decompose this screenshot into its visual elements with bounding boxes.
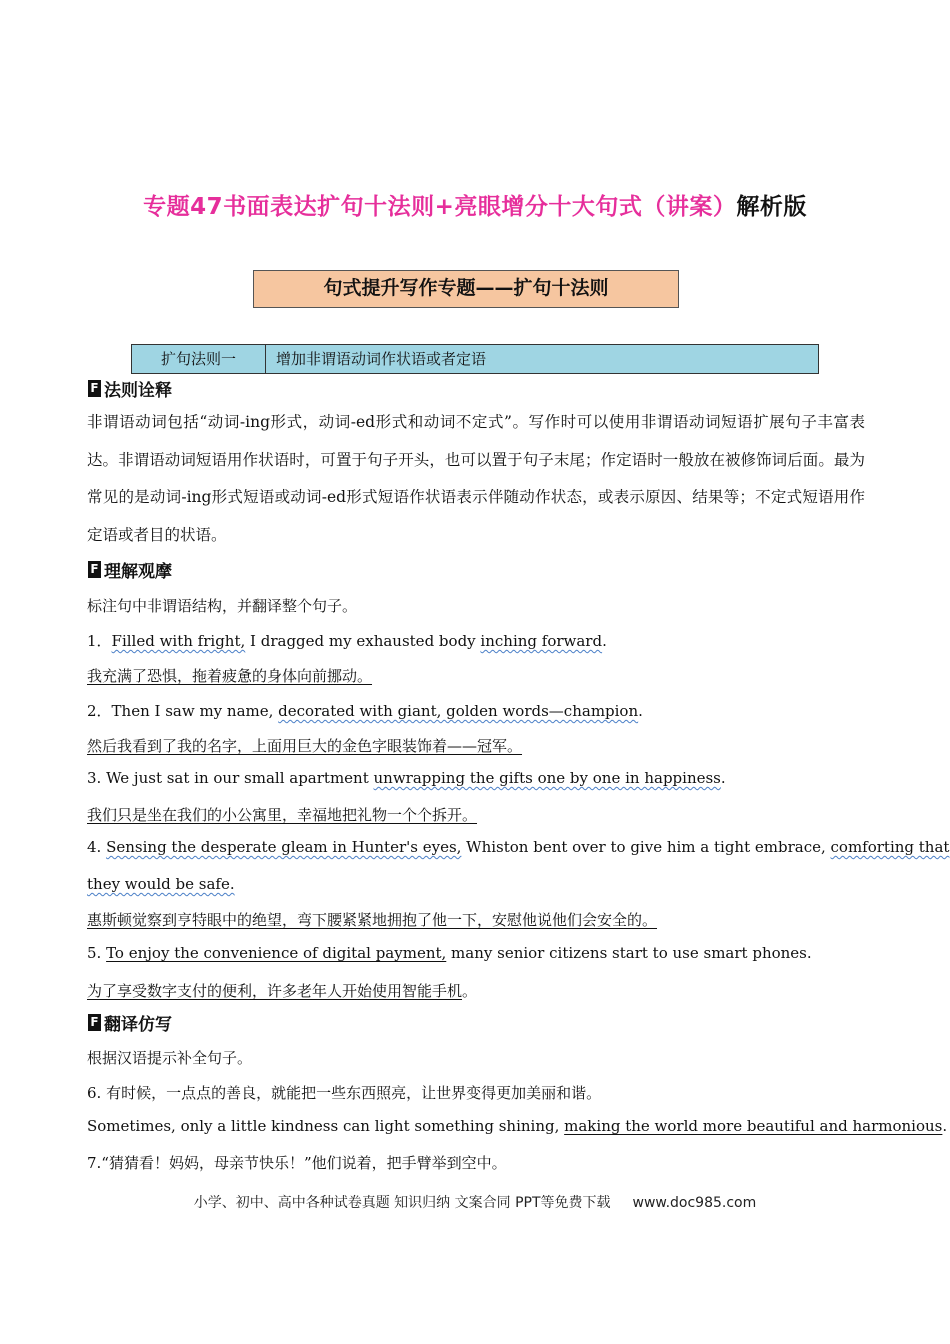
page-footer bbox=[0, 1192, 950, 1212]
f-icon: F bbox=[88, 1014, 101, 1031]
question-7: 7.“猜猜看！妈妈，母亲节快乐！”他们说着，把手臂举到空中。 bbox=[87, 1154, 507, 1172]
example-2: 2．Then I saw my name, decorated with giant, golden words—champion. bbox=[87, 702, 643, 720]
document-title bbox=[0, 188, 950, 221]
example-3: 3. We just sat in our small apartment unwrapping the gifts one by one in happiness. bbox=[87, 769, 726, 787]
f-icon: F bbox=[88, 561, 101, 578]
title-main: 专题47书面表达扩句十法则+亮眼增分十大句式（讲案） bbox=[143, 194, 737, 220]
example-4: 4. Sensing the desperate gleam in Hunter's eyes, Whiston bent over to give him a tight embrace, comforting that bbox=[87, 838, 950, 856]
topic-banner: 句式提升写作专题——扩句十法则 bbox=[253, 270, 679, 308]
example-5: 5. To enjoy the convenience of digital payment, many senior citizens start to use smart phones. bbox=[87, 944, 812, 962]
footer-site-link[interactable]: www.doc985.com bbox=[632, 1195, 757, 1211]
explain-paragraph: 非谓语动词包括“动词-ing形式，动词-ed形式和动词不定式”。写作时可以使用非谓语动词短语扩展句子丰富表达。非谓语动词短语用作状语时，可置于句子开头，也可以置于句子末尾；作定语时一般放在被修饰词后面。最为常见的是动词-ing形式短语或动词-ed形式短语作状语表示伴随动作状态，或表示原因、结果等；不定式短语用作定语或者目的状语。 bbox=[87, 413, 865, 544]
question-6: 6. 有时候，一点点的善良，就能把一些东西照亮，让世界变得更加美丽和谐。 bbox=[87, 1084, 602, 1102]
footer-text: 小学、初中、高中各种试卷真题 知识归纳 文案合同 PPT等免费下载 bbox=[193, 1195, 611, 1211]
section-heading-observe: F 理解观摩 bbox=[88, 557, 172, 581]
example-5-translation: 为了享受数字支付的便利，许多老年人开始使用智能手机。 bbox=[87, 982, 478, 1000]
section-heading-translate: F 翻译仿写 bbox=[88, 1010, 172, 1034]
rule-box bbox=[131, 344, 819, 374]
example-2-translation: 然后我看到了我的名字，上面用巨大的金色字眼装饰着——冠军。 bbox=[87, 737, 523, 755]
title-suffix: 解析版 bbox=[736, 194, 807, 220]
example-1: 1．Filled with fright, I dragged my exhausted body inching forward. bbox=[87, 632, 607, 650]
rule-label: 扩句法则一 bbox=[132, 345, 266, 373]
instruction: 标注句中非谓语结构，并翻译整个句子。 bbox=[87, 597, 358, 615]
answer-6: Sometimes, only a little kindness can light something shining, making the world more beautiful and harmonious. bbox=[87, 1117, 948, 1135]
rule-text: 增加非谓语动词作状语或者定语 bbox=[276, 350, 487, 368]
f-icon: F bbox=[88, 380, 101, 397]
example-1-translation: 我充满了恐惧，拖着疲惫的身体向前挪动。 bbox=[87, 667, 373, 685]
section-heading-explain: F 法则诠释 bbox=[88, 376, 172, 400]
example-4-continued: they would be safe. bbox=[87, 875, 235, 893]
example-4-translation: 惠斯顿觉察到亨特眼中的绝望，弯下腰紧紧地拥抱了他一下，安慰他说他们会安全的。 bbox=[87, 911, 658, 929]
example-3-translation: 我们只是坐在我们的小公寓里，幸福地把礼物一个个拆开。 bbox=[87, 806, 478, 824]
translate-instruction: 根据汉语提示补全句子。 bbox=[87, 1049, 253, 1067]
